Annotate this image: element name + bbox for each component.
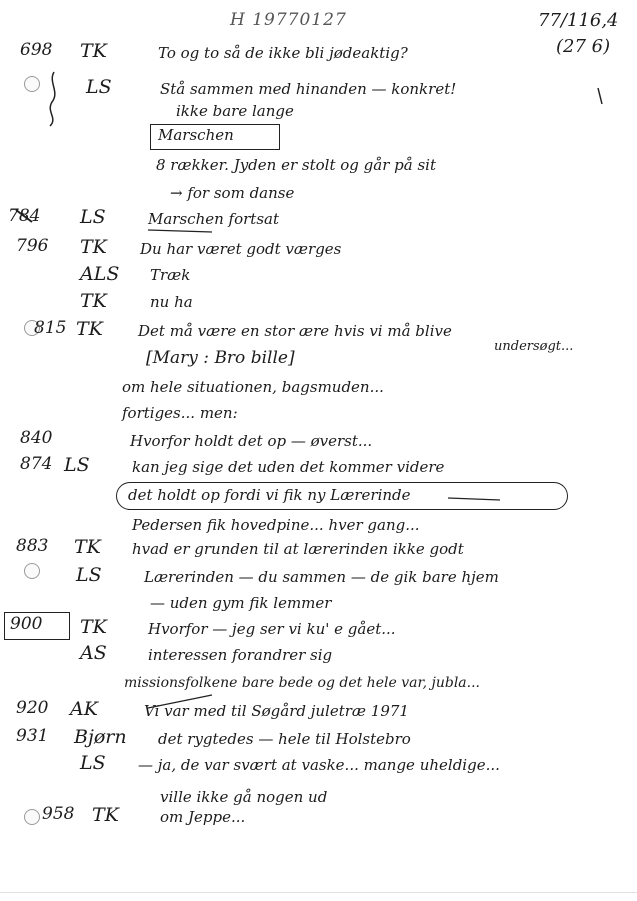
line-text: 8 rækker. Jyden er stolt og går på sit (156, 156, 436, 174)
line-number: 920 (16, 698, 49, 718)
speaker: Bjørn (74, 726, 127, 748)
line-text: Marschen fortsat (148, 210, 279, 228)
line-text: kan jeg sige det uden det kommer videre (132, 458, 445, 476)
line-number: 840 (20, 428, 53, 448)
line-text: Lærerinden — du sammen — de gik bare hjem (144, 568, 499, 586)
line-text: Stå sammen med hinanden — konkret! (160, 80, 457, 98)
corner-archive-number: 77/116,4 (538, 10, 619, 31)
page-edge (0, 892, 637, 893)
boxed-word: Marschen (158, 126, 234, 144)
line-text: ville ikke gå nogen ud (160, 788, 328, 806)
speaker: TK (80, 236, 107, 258)
line-text: nu ha (150, 293, 193, 311)
speaker: TK (80, 290, 107, 312)
speaker: TK (80, 40, 107, 62)
margin-continuation: undersøgt... (494, 339, 574, 354)
line-text: om Jeppe... (160, 808, 246, 826)
speaker: ALS (80, 263, 120, 285)
line-text: → for som danse (170, 184, 295, 202)
corner-page-number: (27 6) (556, 36, 611, 57)
line-number: 931 (16, 726, 49, 746)
line-text: ikke bare lange (176, 102, 294, 120)
speaker: LS (80, 752, 106, 774)
speaker: TK (76, 318, 103, 340)
line-number: 874 (20, 454, 53, 474)
document-reference: H 19770127 (230, 10, 347, 30)
line-text: missionsfolkene bare bede og det hele var, jubla... (124, 675, 481, 691)
line-number: 698 (20, 40, 53, 60)
speaker: AK (70, 698, 98, 720)
speaker: TK (80, 616, 107, 638)
line-text: — ja, de var svært at vaske... mange uheldige... (138, 756, 500, 774)
line-text: Hvorfor — jeg ser vi ku' e gået... (148, 620, 396, 638)
speaker: LS (76, 564, 102, 586)
line-number: 784 (8, 206, 41, 226)
bracket-note: [Mary : Bro bille] (146, 348, 295, 368)
line-text: Du har været godt værges (140, 240, 342, 258)
speaker: AS (80, 642, 107, 664)
line-text: — uden gym fik lemmer (150, 594, 332, 612)
speaker: TK (92, 804, 119, 826)
line-text: Træk (150, 266, 191, 284)
line-text: To og to så de ikke bli jødeaktig? (158, 44, 408, 62)
line-text: hvad er grunden til at lærerinden ikke godt (132, 540, 464, 558)
line-text: det rygtedes — hele til Holstebro (158, 730, 411, 748)
speaker: LS (64, 454, 90, 476)
line-number: 796 (16, 236, 49, 256)
line-number: 815 (34, 318, 67, 338)
speaker: LS (80, 206, 106, 228)
line-number: 883 (16, 536, 49, 556)
line-text: interessen forandrer sig (148, 646, 333, 664)
line-text: Pedersen fik hovedpine... hver gang... (132, 516, 420, 534)
line-text: fortiges... men: (122, 404, 238, 422)
line-text: Det må være en stor ære hvis vi må blive (138, 322, 452, 340)
line-text: Hvorfor holdt det op — øverst... (130, 432, 373, 450)
speaker: LS (86, 76, 112, 98)
circled-line-text: det holdt op fordi vi fik ny Lærerinde (128, 486, 411, 504)
line-text: Vi var med til Søgård juletræ 1971 (144, 702, 409, 720)
speaker: TK (74, 536, 101, 558)
boxed-line-number: 900 (10, 614, 43, 634)
line-number: 958 (42, 804, 75, 824)
line-text: om hele situationen, bagsmuden... (122, 378, 384, 396)
